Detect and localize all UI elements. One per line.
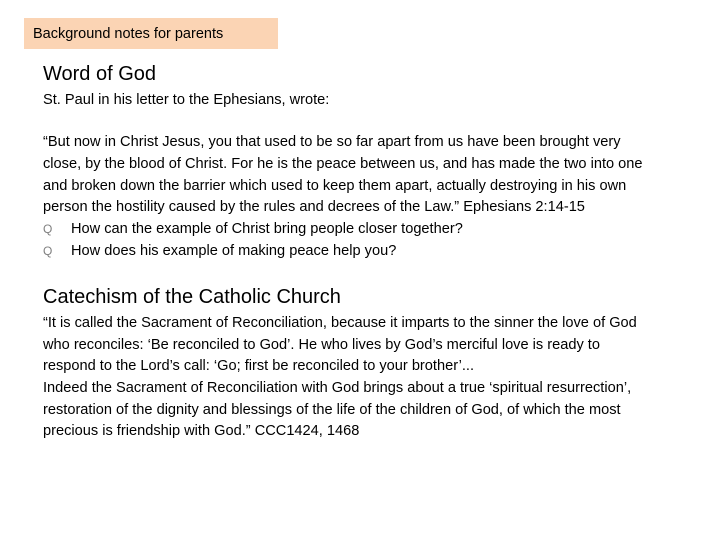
catechism-quote-line: respond to the Lord’s call: ‘Go; first be reconciled to your brother’... — [43, 358, 475, 374]
word-of-god-title: Word of God — [43, 63, 157, 85]
ephesians-quote-line: “But now in Christ Jesus, you that used to be so far apart from us have been brought very — [43, 134, 621, 150]
discussion-question — [43, 241, 396, 261]
question-marker: Q — [43, 244, 53, 258]
word-of-god-intro: St. Paul in his letter to the Ephesians, wrote: — [43, 92, 330, 108]
catechism-quote-line: precious is friendship with God.” CCC1424, 1468 — [43, 423, 360, 439]
catechism-quote-line: “It is called the Sacrament of Reconciliation, because it imparts to the sinner the love of God — [43, 315, 637, 331]
catechism-quote-line: restoration of the dignity and blessings of the life of the children of God, of which the most — [43, 402, 621, 418]
ephesians-quote-line: close, by the blood of Christ. For he is the peace between us, and has made the two into one — [43, 156, 643, 172]
background-notes-banner: Background notes for parents — [24, 18, 278, 49]
discussion-question — [43, 219, 463, 239]
question-text: How does his example of making peace help you? — [71, 243, 397, 259]
ephesians-quote-line: and broken down the barrier which used to keep them apart, actually destroying in his own — [43, 178, 627, 194]
catechism-quote-line: who reconciles: ‘Be reconciled to God’. He who lives by God’s merciful love is ready to — [43, 337, 600, 353]
catechism-title: Catechism of the Catholic Church — [43, 286, 341, 308]
question-marker: Q — [43, 222, 53, 236]
question-text: How can the example of Christ bring people closer together? — [71, 221, 463, 237]
catechism-quote-line: Indeed the Sacrament of Reconciliation with God brings about a true ‘spiritual resurrection’, — [43, 380, 632, 396]
ephesians-quote-line: person the hostility caused by the rules and decrees of the Law.” Ephesians 2:14-15 — [43, 199, 585, 215]
